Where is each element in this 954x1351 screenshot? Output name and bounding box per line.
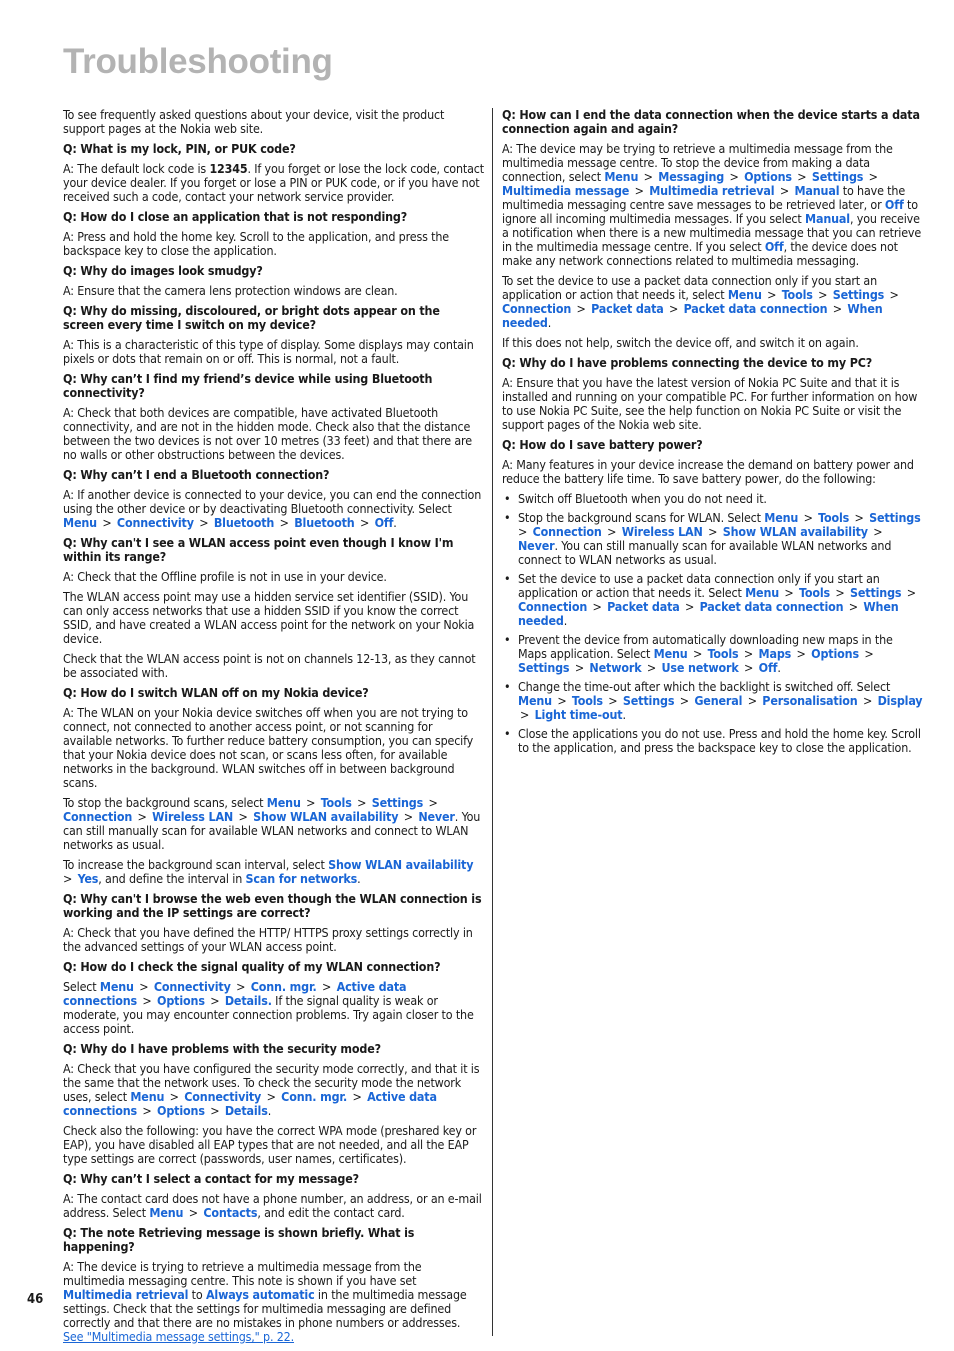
question-dots-screen: Q: Why do missing, discoloured, or bright dots appear on the screen every time I switch on my device? [63,303,440,332]
menu-option: Connectivity [153,979,231,994]
question-bluetooth-find: Q: Why can’t I find my friend’s device while using Bluetooth connectivity? [63,371,433,400]
path-separator: > [681,599,698,614]
menu-option: Menu [149,1205,184,1220]
answer-wlan-off-1: A: The WLAN on your Nokia device switches off when you are not trying to connect, not connected to another access point, or not scanning for available networks. To further reduce battery consumption, you can specify that your Nokia device does not scan, or scans less often, for available networks in the background. WLAN switches off in between background scans. [63,705,474,790]
answer-wlan-range-2: The WLAN access point may use a hidden service set identifier (SSID). You can only access networks that use a hidden SSID if you know the correct SSID, and have created a WLAN access point for the network on your Nokia device. [63,589,475,646]
menu-option: Menu [518,693,552,708]
menu-option: Options [157,1103,205,1118]
punctuation: . [547,315,552,330]
answer-battery: A: Many features in your device increase the demand on battery power and reduce the battery life time. To save battery power, do the following: [502,457,914,486]
path-separator: > [276,515,293,530]
menu-option: Connection [532,524,602,539]
menu-option: Conn. mgr. [281,1089,348,1104]
path-separator: > [740,660,757,675]
menu-option: Tools [781,287,813,302]
answer-select-contact: A: The contact card does not have a phone number, an address, or an e-mail address. Select Menu > Contacts, and edit the contact card. [63,1191,482,1220]
path-separator: > [185,1205,202,1220]
path-separator: > [603,524,620,539]
list-item: • Change the time-out after which the backlight is switched off. Select Menu > Tools > Settings > General > Personalisation > Display > Light time-out. [502,680,923,722]
path-separator: > [860,646,874,661]
menu-option-off: Off [884,197,904,212]
punctuation: . [393,515,397,530]
menu-option: Connection [63,809,133,824]
menu-option: Tools [799,585,830,600]
answer-pc-connection: A: Ensure that you have the latest version of Nokia PC Suite and that it is installed and running on your compatible PC. For further information on how to use Nokia PC Suite, see the help function on Nokia PC Suite or visit the support pages of the Nokia web site. [502,375,918,432]
answer-retrieving-message: A: The device is trying to retrieve a multimedia message from the multimedia messaging centre. This note is shown if you have set Multimedia retrieval to Always automatic in the multimedia message settings. Check that the settings for multimedia messaging are defined correctly and that there are no mistakes in phone numbers or addresses. See "Multimedia message settings," p. 22. [63,1259,467,1344]
answer-lock-code: A: The default lock code is 12345. If you forget or lose the lock code, contact your device dealer. If you forget or lose a PIN or PUK code, or if you have not received such a code, contact your network service provider. [63,161,484,204]
menu-option: Menu [727,287,762,302]
answer-dots-screen: A: This is a characteristic of this type of display. Some displays may contain pixels or dots that remain on or off. This is normal, not a fault. [63,337,474,366]
menu-option: Light time-out [534,707,623,722]
menu-option: Contacts [203,1205,258,1220]
menu-option: Packet data [591,301,664,316]
answer-bluetooth-end: A: If another device is connected to your device, you can end the connection using the other device or by deactivating Bluetooth connectivity. Select Menu > Connectivity > Bluetooth > Bluetooth > Off. [63,487,482,530]
path-separator: > [869,524,883,539]
menu-option-manual: Manual [805,211,850,226]
question-smudgy-images: Q: Why do images look smudgy? [63,263,263,278]
path-separator: > [195,515,212,530]
path-separator: > [235,809,252,824]
question-signal-quality: Q: How do I check the signal quality of my WLAN connection? [63,959,441,974]
menu-option: Options [811,646,859,661]
page-title: Troubleshooting [63,42,333,81]
menu-option: Never [418,809,455,824]
punctuation: . [777,660,781,675]
menu-option-off: Off [764,239,784,254]
path-separator: > [793,169,810,184]
menu-option: Active data connections [63,1089,437,1118]
path-separator: > [859,693,876,708]
path-separator: > [640,169,657,184]
answer-end-data-connection-2: To set the device to use a packet data connection only if you start an application or action that needs it, select Menu > Tools > Settings > Connection > Packet data > Packet data connection > When needed. [502,273,899,330]
path-separator: > [232,979,249,994]
answer-end-data-connection-3: If this does not help, switch the device off, and switch it on again. [502,335,859,350]
menu-option-show-wlan: Show WLAN availability [328,857,474,872]
menu-path [149,1205,257,1220]
menu-option: Bluetooth [213,515,275,530]
path-separator: > [206,1103,223,1118]
path-separator: > [206,993,223,1008]
menu-option: Show WLAN availability [722,524,868,539]
path-separator: > [631,183,648,198]
punctuation: . [563,613,568,628]
path-separator: > [302,795,319,810]
path-separator: > [776,183,793,198]
path-separator: > [793,646,810,661]
menu-option: Multimedia retrieval [649,183,775,198]
path-separator: > [553,693,570,708]
menu-option: Packet data connection [683,301,828,316]
path-separator: > [139,993,156,1008]
menu-option: Display [877,693,923,708]
menu-option: Menu [764,510,799,525]
column-divider [492,108,493,1336]
menu-option: Menu [604,169,639,184]
path-separator: > [903,585,917,600]
answer-close-app: A: Press and hold the home key. Scroll to the application, and press the backspace key to close the application. [63,229,450,258]
menu-option: When needed [518,599,899,628]
menu-option: Personalisation [762,693,858,708]
path-separator: > [400,809,417,824]
menu-option: Settings [371,795,424,810]
menu-option: Packet data connection [699,599,844,614]
list-item: • Set the device to use a packet data connection only if you start an application or action that needs it. Select Menu > Tools > Settings > Connection > Packet data > Packet data connection > When needed. [502,572,923,628]
path-separator: > [886,287,899,302]
path-separator: > [604,693,621,708]
answer-end-data-connection-1: A: The device may be trying to retrieve a multimedia message from the multimedia message centre. To stop the device from making a data connection, select Menu > Messaging > Options > Settings > Multimedia message > Multimedia retrieval > Manual to have the multimedia messaging centre save messages to be retrieved later, or Off to ignore all incoming multimedia messages. If you select Manual, you receive a notification when there is a new multimedia message that you can retrieve in the multimedia message centre. If you select Off, the device does not make any network connections related to multimedia messaging. [502,141,922,268]
menu-option: Wireless LAN [152,809,234,824]
menu-option: Connectivity [116,515,194,530]
menu-option: Settings [832,287,885,302]
answer-signal-quality: Select Menu > Connectivity > Conn. mgr. > Active data connections > Options > Details. If the signal quality is weak or moderate, you may encounter connection problems. Try again closer to the access point. [63,979,474,1036]
menu-option: Off [374,515,394,530]
path-separator: > [865,169,878,184]
answer-bluetooth-find: A: Check that both devices are compatible, have activated Bluetooth connectivity, and are not in the hidden mode. Check also that the distance between the two devices is not over 10 metres (33 feet) and that there are no walls or other obstructions between the devices. [63,405,472,462]
path-separator: > [689,646,706,661]
menu-option-mm-retrieval: Multimedia retrieval [63,1287,189,1302]
menu-option: Network [589,660,642,675]
path-separator: > [518,524,531,539]
question-lock-code: Q: What is my lock, PIN, or PUK code? [63,141,296,156]
answer-wlan-off-2: To stop the background scans, select Menu > Tools > Settings > Connection > Wireless LAN > Show WLAN availability > Never. You can still manually scan for available WLAN networks and connect to WLAN networks as usual. [63,795,481,852]
menu-option: Settings [811,169,864,184]
list-item: • Close the applications you do not use. Press and hold the home key. Scroll to the application, and press the backspace key to close the application. [502,727,923,755]
question-end-data-connection: Q: How can I end the data connection when the device starts a data connection again and again? [502,107,920,136]
intro-text: To see frequently asked questions about your device, visit the product support pages at the Nokia web site. [63,107,445,136]
path-separator: > [845,599,862,614]
menu-option: Conn. mgr. [250,979,317,994]
question-bluetooth-end: Q: Why can’t I end a Bluetooth connection? [63,467,330,482]
question-battery: Q: How do I save battery power? [502,437,703,452]
battery-tips-list [502,492,923,755]
path-separator: > [740,646,757,661]
answer-browse-web: A: Check that you have defined the HTTP/ HTTPS proxy settings correctly in the advanced settings of your WLAN access point. [63,925,473,954]
menu-option: Packet data [607,599,680,614]
menu-option: Use network [661,660,739,675]
menu-path [63,515,397,530]
menu-option: Bluetooth [294,515,355,530]
path-separator: > [851,510,868,525]
menu-option: Settings [849,585,902,600]
answer-wlan-off-3: To increase the background scan interval, select Show WLAN availability > Yes, and define the interval in Scan for networks. [63,857,474,886]
answer-wlan-range-1: A: Check that the Offline profile is not in use in your device. [63,569,387,584]
menu-option: Tools [707,646,739,661]
mms-settings-link[interactable]: See "Multimedia message settings," p. 22. [63,1329,295,1344]
path-separator: > [814,287,831,302]
path-separator: > [832,585,848,600]
path-separator: > [800,510,817,525]
menu-option: Menu [63,515,97,530]
menu-option: Settings [869,510,921,525]
question-retrieving-message: Q: The note Retrieving message is shown briefly. What is happening? [63,1225,415,1254]
right-column [502,108,923,761]
path-separator: > [726,169,743,184]
question-browse-web: Q: Why can't I browse the web even though the WLAN connection is working and the IP settings are correct? [63,891,482,920]
punctuation: . [622,707,626,722]
menu-option: When needed [502,301,883,330]
menu-option: Messaging [658,169,725,184]
path-separator: > [353,795,370,810]
menu-option: Show WLAN availability [253,809,399,824]
list-item: • Stop the background scans for WLAN. Select Menu > Tools > Settings > Connection > Wireless LAN > Show WLAN availability > Never. You can still manually scan for available WLAN networks and connect to WLAN networks as usual. [502,511,923,567]
menu-option: Connection [502,301,572,316]
question-wlan-range: Q: Why can't I see a WLAN access point even though I know I'm within its range? [63,535,454,564]
menu-option: Multimedia message [502,183,630,198]
menu-option: Menu [99,979,134,994]
menu-option: Details [224,1103,268,1118]
question-wlan-off: Q: How do I switch WLAN off on my Nokia device? [63,685,369,700]
punctuation: . [267,1103,272,1118]
menu-option: Tools [320,795,352,810]
path-separator: > [98,515,115,530]
menu-option: Connection [518,599,588,614]
answer-wlan-range-3: Check that the WLAN access point is not on channels 12-13, as they cannot be associated with. [63,651,476,680]
menu-option: Options [744,169,792,184]
menu-option: Off [758,660,778,675]
list-item: • Prevent the device from automatically downloading new maps in the Maps application. Select Menu > Tools > Maps > Options > Settings > Network > Use network > Off. [502,633,923,675]
menu-option: Options [157,993,205,1008]
page-number: 46 [27,1292,44,1307]
menu-path [518,693,922,722]
path-separator: > [589,599,606,614]
menu-option: Tools [571,693,603,708]
path-separator: > [829,301,846,316]
path-separator: > [349,1089,366,1104]
path-separator: > [263,1089,280,1104]
menu-option: Tools [818,510,850,525]
menu-option: Manual [794,183,840,198]
path-separator: > [356,515,373,530]
path-separator: > [571,660,588,675]
menu-option: Menu [745,585,780,600]
question-security-mode: Q: Why do I have problems with the security mode? [63,1041,381,1056]
path-separator: > [318,979,335,994]
menu-option: Settings [518,660,570,675]
menu-option: Active data connections [63,979,407,1008]
answer-security-mode-2: Check also the following: you have the correct WPA mode (preshared key or EAP), you have disabled all EAP types that are not needed, and all the EAP type settings are correct (passwords, user names, certificates). [63,1123,477,1166]
path-separator: > [166,1089,183,1104]
path-separator: > [763,287,780,302]
answer-security-mode-1: A: Check that you have configured the security mode correctly, and that it is the same that the network uses. To check the security mode the network uses, select Menu > Connectivity > Conn. mgr. > Active data connections > Options > Details. [63,1061,480,1118]
answer-smudgy-images: A: Ensure that the camera lens protection windows are clean. [63,283,398,298]
path-separator: > [425,795,438,810]
path-separator: > [676,693,693,708]
menu-option: Wireless LAN [621,524,703,539]
menu-option: Menu [130,1089,165,1104]
menu-option: Menu [653,646,688,661]
path-separator: > [665,301,682,316]
path-separator: > [573,301,590,316]
path-separator: > [135,979,152,994]
menu-option: General [694,693,743,708]
path-separator: > [139,1103,156,1118]
menu-option: Maps [758,646,792,661]
menu-option-yes: Yes [77,871,99,886]
menu-option-scan-networks: Scan for networks [245,871,358,886]
menu-option: Details. [224,993,272,1008]
path-separator: > [520,707,533,722]
question-pc-connection: Q: Why do I have problems connecting the device to my PC? [502,355,873,370]
question-close-app: Q: How do I close an application that is not responding? [63,209,408,224]
path-separator: > [134,809,151,824]
menu-option: Settings [622,693,675,708]
menu-option: Connectivity [184,1089,262,1104]
path-separator: > [781,585,798,600]
list-item: • Switch off Bluetooth when you do not need it. [502,492,923,506]
path-separator: > [744,693,761,708]
path-separator: > [643,660,660,675]
menu-option: Never [518,538,555,553]
default-code: 12345 [209,161,248,176]
menu-option-always-automatic: Always automatic [205,1287,315,1302]
question-select-contact: Q: Why can’t I select a contact for my message? [63,1171,359,1186]
path-separator: > [704,524,721,539]
left-column [63,108,484,1350]
menu-option: Menu [266,795,301,810]
